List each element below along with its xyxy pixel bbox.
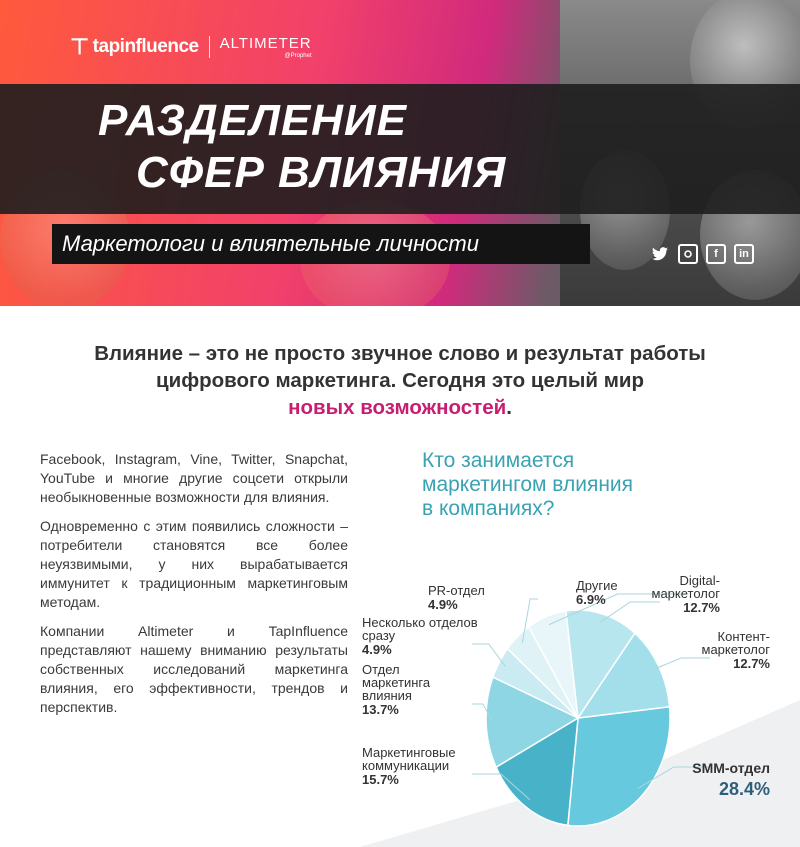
intro-line-1: Влияние – это не просто звучное слово и результат работы (94, 342, 706, 365)
pie-slices (486, 610, 670, 826)
pie-value-label: 13.7% (362, 702, 399, 717)
chart-title-line: в компаниях? (422, 497, 555, 520)
pie-label: Контент-маркетолог (701, 629, 770, 657)
chart-title-line: маркетингом влияния (422, 473, 634, 496)
tapinfluence-text: tapinfluence (92, 36, 199, 57)
body-paragraph-3: Компании Altimeter и TapInfluence представляют нашему вниманию результаты собственных исследований маркетинга влияния, его эффективности, трендов и перспектив. (40, 623, 348, 715)
linkedin-icon[interactable]: in (734, 244, 754, 264)
pie-value-label: 15.7% (362, 772, 399, 787)
pie-label: Отдел маркетинга влияния (362, 662, 431, 703)
pie-value-label: 6.9% (576, 592, 606, 607)
body-paragraph-1: Facebook, Instagram, Vine, Twitter, Snapchat, YouTube и многие другие соцсети открыли необыкновенные возможности для влияния. (40, 451, 348, 505)
pie-label: Несколько отделов сразу (362, 615, 478, 643)
pie-label: Digital-маркетолог (651, 573, 720, 601)
facebook-icon[interactable]: f (706, 244, 726, 264)
title-line-1: РАЗДЕЛЕНИЕ (98, 96, 407, 145)
intro-highlight: новых возможностей (288, 396, 507, 419)
pie-label: SMM-отдел (692, 760, 770, 776)
pie-label: Маркетинговые коммуникации (362, 745, 456, 773)
pie-leader-line (652, 658, 710, 670)
chart-title-line: Кто занимается (422, 449, 575, 472)
altimeter-sub: @Prophet (284, 52, 312, 59)
intro-end: . (506, 396, 512, 419)
pie-value-label: 12.7% (683, 600, 720, 615)
body-paragraph-2: Одновременно с этим появились сложности – потребители становятся все более неуязвимыми, у них вырабатывается иммунитет к традиционным маркетинговым методам. (40, 518, 348, 610)
pie-value-label: 4.9% (362, 642, 392, 657)
altimeter-text: ALTIMETER (219, 34, 312, 52)
pie-value-label: 28.4% (718, 779, 770, 799)
pie-label: Другие (576, 578, 618, 593)
title-line-2: СФЕР ВЛИЯНИЯ (136, 148, 507, 197)
pie-value-label: 12.7% (733, 656, 770, 671)
tapinfluence-mark-icon: ⊤ (70, 34, 89, 59)
intro-line-2: цифрового маркетинга. Сегодня это целый мир (155, 369, 645, 392)
pie-label: PR-отдел (428, 583, 485, 598)
page-subtitle: Маркетологи и влиятельные личности (62, 231, 479, 256)
pie-value-label: 4.9% (428, 597, 458, 612)
